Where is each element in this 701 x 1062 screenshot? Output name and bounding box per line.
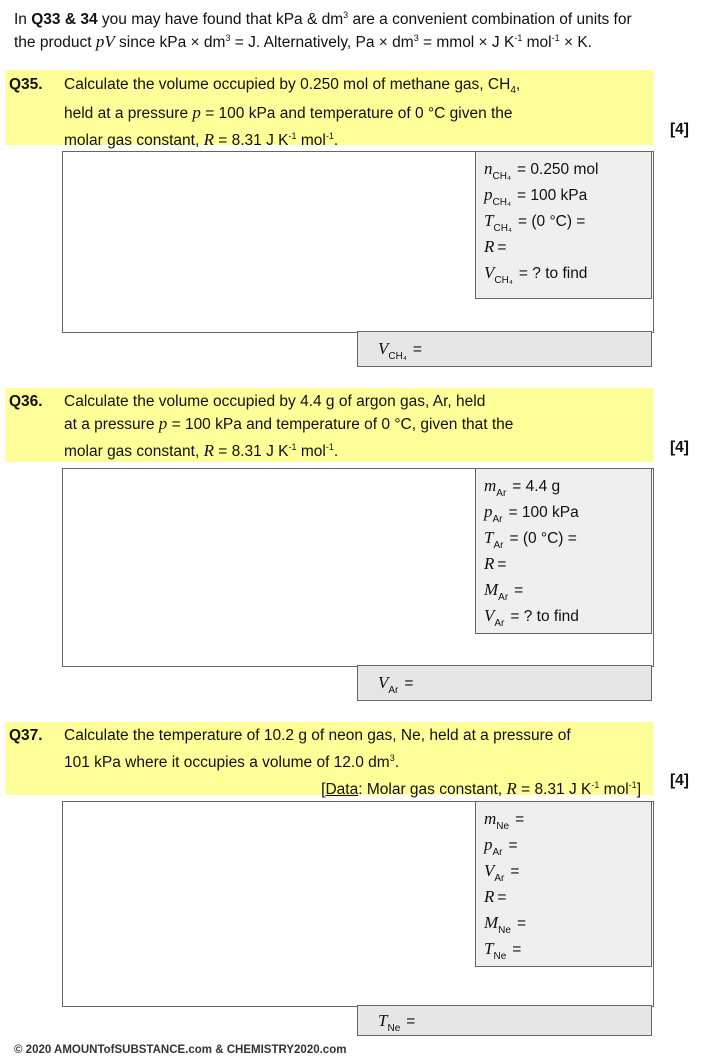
question-35-text: Calculate the volume occupied by 0.250 mol of methane gas, $CH_4$, held at a pressure p = 100 kPa and temperature of 0 °C given the molar gas constant, R = 8.31 J $K^{-1}$ mol$^{-1}$. (64, 76, 521, 150)
variable-value: = (406, 1013, 416, 1030)
variable-symbol: R (484, 237, 495, 256)
variable-value: = (412, 341, 422, 358)
data-row (484, 499, 651, 525)
intro-line-1: In Q33 & 34 you may have found that kPa & $dm^3$ are a convenient combination of units for (14, 10, 632, 29)
variable-value: = (515, 811, 525, 828)
data-row (484, 182, 651, 208)
data-row (484, 910, 651, 936)
variable-subscript: Ar (496, 488, 507, 499)
variable-value: = (512, 941, 522, 958)
data-row (484, 577, 651, 603)
variable-subscript: CH₄ (388, 351, 407, 362)
variable-symbol: V (484, 263, 495, 282)
variable-value: = (0 °C) = (518, 213, 586, 230)
variable-symbol: V (378, 673, 389, 692)
data-row (484, 884, 651, 910)
variable-value: = (508, 837, 518, 854)
variable-subscript: Ne (496, 821, 510, 832)
variable-value: = (497, 556, 507, 573)
variable-symbol: R (484, 887, 495, 906)
variable-subscript: Ne (498, 925, 511, 936)
variable-value: = (514, 582, 524, 599)
variable-value: = ? to find (510, 608, 579, 625)
data-row (484, 525, 651, 551)
variable-symbol: m (484, 809, 497, 828)
variable-symbol: T (484, 211, 494, 230)
variable-symbol: T (484, 939, 494, 958)
data-row (484, 858, 651, 884)
variable-symbol: M (484, 580, 499, 599)
variable-subscript: Ar (493, 540, 504, 551)
data-row (484, 936, 651, 962)
variable-symbol: M (484, 913, 499, 932)
variable-value: = (516, 915, 527, 932)
data-row (484, 208, 651, 234)
variable-symbol: p (484, 835, 493, 854)
final-answer-field[interactable] (357, 331, 652, 367)
data-row (484, 473, 651, 499)
variable-subscript: Ar (492, 847, 503, 858)
variable-value: = (497, 239, 507, 256)
variable-value: = 100 kPa (517, 187, 588, 204)
variable-subscript: Ar (494, 618, 505, 629)
variable-subscript: Ar (492, 514, 503, 525)
variable-subscript: Ar (388, 685, 399, 696)
intro-line-2: the product pV since kPa × $dm^3 = J$. Alternatively, $Pa \times dm^3$ = mmol × J $K^{-1}$ mol$^{-1}$ × K. (14, 32, 592, 52)
variable-symbol: T (378, 1011, 388, 1030)
variable-symbol: m (484, 476, 497, 495)
variable-subscript: CH₄ (492, 171, 512, 182)
marks-label: [4] (670, 439, 689, 456)
final-answer-field[interactable] (357, 1005, 652, 1036)
variable-subscript: Ne (387, 1023, 401, 1034)
variable-value: = (497, 889, 507, 906)
variable-subscript: CH₄ (494, 275, 513, 286)
data-row (484, 551, 651, 577)
data-row (484, 603, 651, 629)
question-37-text: Calculate the temperature of 10.2 g of neon gas, Ne, held at a pressure of 101 kPa where it occupies a volume of 12.0 $dm^3$. [Data: Molar gas constant, R = 8.31 J $K^{-1}$ mol$^{-1}$] (64, 727, 641, 799)
final-answer-field[interactable] (357, 665, 652, 701)
variable-value: = (0 °C) = (509, 530, 577, 547)
question-number: Q36. (9, 393, 43, 410)
variable-value: = 100 kPa (508, 504, 579, 521)
variable-value: = 4.4 g (512, 478, 561, 495)
question-number: Q35. (9, 76, 43, 93)
variable-value: = ? to find (518, 265, 588, 282)
data-box (475, 151, 652, 299)
variable-symbol: R (484, 554, 495, 573)
copyright-footer: © 2020 AMOUNTofSUBSTANCE.com & CHEMISTRY2020.com (14, 1044, 347, 1056)
marks-label: [4] (670, 121, 689, 138)
question-number: Q37. (9, 727, 43, 744)
data-box (475, 801, 652, 967)
variable-subscript: Ne (493, 951, 507, 962)
data-row (484, 806, 651, 832)
variable-value: = 0.250 mol (517, 161, 599, 178)
variable-symbol: p (484, 502, 493, 521)
variable-symbol: V (484, 606, 495, 625)
variable-symbol: V (378, 339, 389, 358)
variable-subscript: Ar (494, 873, 505, 884)
variable-symbol: n (484, 159, 493, 178)
variable-value: = (404, 675, 414, 692)
data-box (475, 468, 652, 634)
variable-symbol: T (484, 528, 494, 547)
data-row (484, 260, 651, 286)
variable-symbol: p (484, 185, 493, 204)
variable-subscript: Ar (498, 592, 509, 603)
variable-subscript: CH₄ (492, 197, 512, 208)
data-row (484, 832, 651, 858)
variable-symbol: V (484, 861, 495, 880)
marks-label: [4] (670, 772, 689, 789)
variable-subscript: CH₄ (493, 223, 512, 234)
question-36-text: Calculate the volume occupied by 4.4 g of argon gas, Ar, held at a pressure p = 100 kPa and temperature of 0 °C, given that the molar gas constant, R = 8.31 J $K^{-1}$ mol$^{-1}$. (64, 393, 514, 461)
data-row (484, 234, 651, 260)
data-row (484, 156, 651, 182)
variable-value: = (510, 863, 520, 880)
